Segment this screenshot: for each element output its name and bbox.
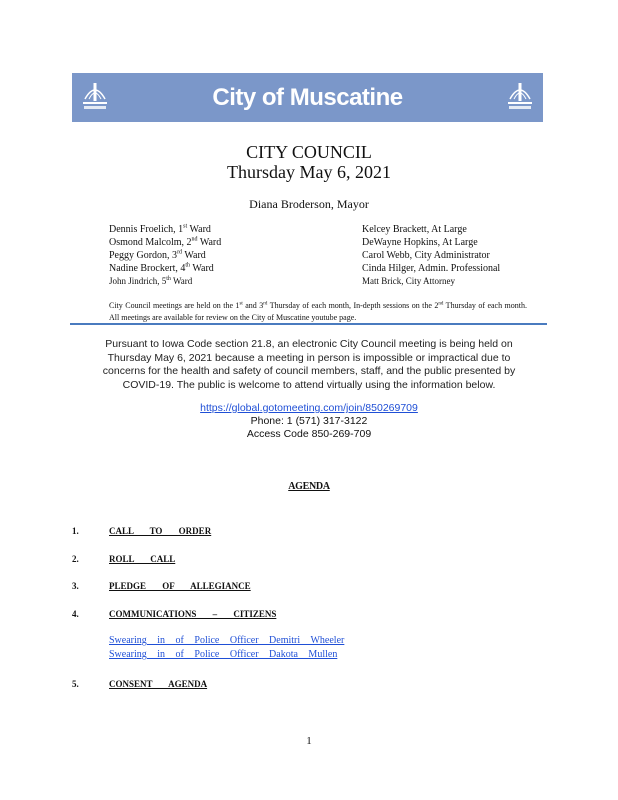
member-ward-3: Peggy Gordon, 3rd Ward [109, 249, 206, 261]
agenda-item-number: 5. [72, 679, 79, 689]
agenda-item-number: 1. [72, 526, 79, 536]
swearing-in-mullen-link[interactable]: Swearing in of Police Officer Dakota Mullen [109, 649, 338, 660]
city-attorney: Matt Brick, City Attorney [362, 276, 455, 286]
agenda-item-consent-agenda: CONSENT AGENDA [109, 679, 208, 689]
council-title: CITY COUNCIL [246, 142, 372, 162]
city-banner [72, 73, 543, 122]
phone-number: Phone: 1 (571) 317-3122 [250, 415, 368, 427]
section-divider [70, 323, 547, 325]
agenda-heading: AGENDA [288, 481, 330, 492]
agenda-item-communications: COMMUNICATIONS – CITIZENS [109, 609, 277, 619]
city-administrator: Carol Webb, City Administrator [362, 250, 490, 261]
agenda-item-call-to-order: CALL TO ORDER [109, 526, 212, 536]
member-at-large-2: DeWayne Hopkins, At Large [362, 237, 478, 248]
agenda-item-roll-call: ROLL CALL [109, 554, 176, 564]
mayor-name: Diana Broderson, Mayor [249, 197, 369, 211]
gotomeeting-link[interactable]: https://global.gotomeeting.com/join/850269709 [200, 402, 418, 414]
member-ward-1: Dennis Froelich, 1st Ward [109, 223, 211, 235]
agenda-item-number: 3. [72, 581, 79, 591]
meeting-link-line [0, 402, 618, 414]
agenda-item-number: 4. [72, 609, 79, 619]
admin-professional: Cinda Hilger, Admin. Professional [362, 263, 501, 274]
meeting-schedule-note: City Council meetings are held on the 1st and 3rd Thursday of each month, In-depth sessions on the 2nd Thursday of each month. All meetings are available for review on the City of Muscatine youtube page. [109, 301, 527, 322]
meeting-date: Thursday May 6, 2021 [227, 162, 391, 182]
access-code: Access Code 850-269-709 [246, 428, 372, 440]
electronic-meeting-notice: Pursuant to Iowa Code section 21.8, an electronic City Council meeting is being held on Thursday May 6, 2021 because a meeting in person is impossible or impractical due to concerns for the health and safety of council members, staff, and the public presented by COVID-19. The public is welcome to attend virtually using the information below. [102, 338, 516, 391]
member-ward-4: Nadine Brockert, 4th Ward [109, 262, 214, 274]
banner-title: City of Muscatine [212, 83, 403, 111]
agenda-item-number: 2. [72, 554, 79, 564]
page-number: 1 [306, 735, 312, 747]
swearing-in-wheeler-link[interactable]: Swearing in of Police Officer Demitri Wheeler [109, 635, 345, 646]
member-ward-2: Osmond Malcolm, 2nd Ward [109, 236, 222, 248]
member-at-large-1: Kelcey Brackett, At Large [362, 224, 467, 235]
lighthouse-logo-icon [505, 77, 535, 117]
member-ward-5: John Jindrich, 5th Ward [109, 276, 193, 286]
agenda-item-pledge: PLEDGE OF ALLEGIANCE [109, 581, 251, 591]
